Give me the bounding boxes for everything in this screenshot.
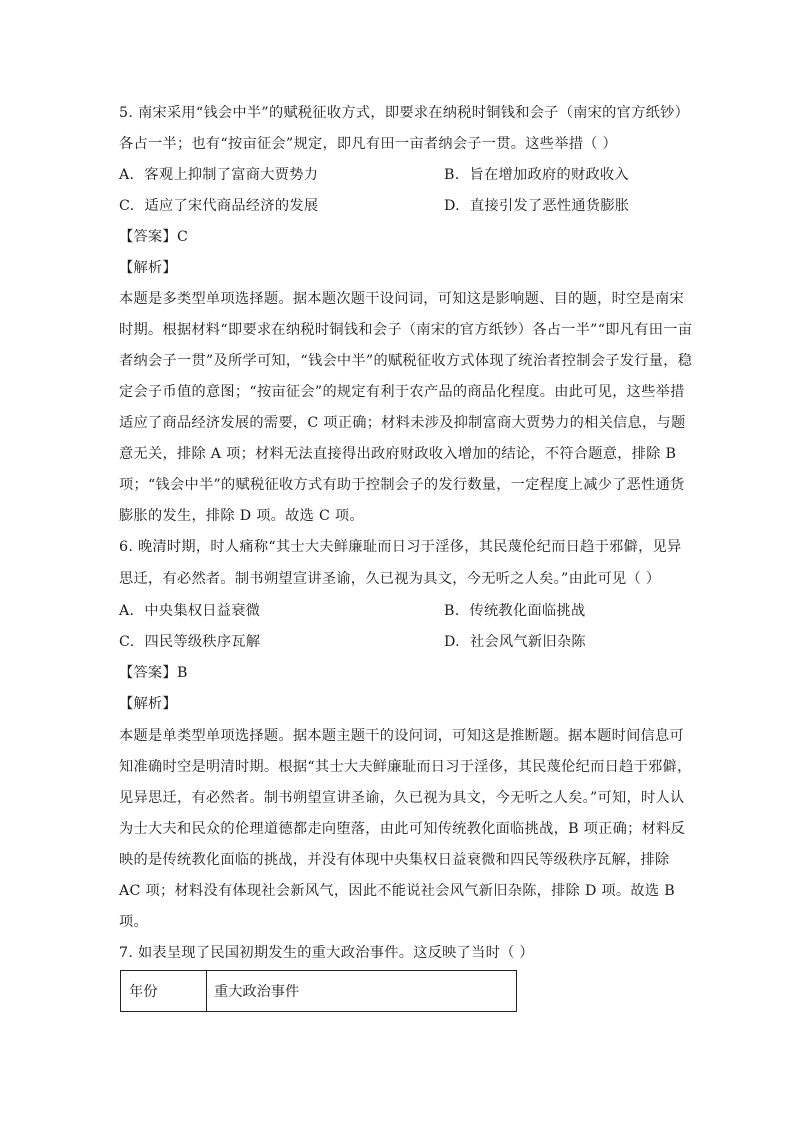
option-letter: B. (444, 603, 460, 619)
option-letter: A. (119, 167, 135, 183)
q5-analysis-line-8: 膨胀的发生，排除 D 项。故选 C 项。 (119, 508, 364, 524)
q5-analysis-line-2: 时期。根据材料“即要求在纳税时铜钱和会子（南宋的官方纸钞）各占一半”“即凡有田一亩 (119, 322, 693, 338)
q6-stem-line-1: 6. 晚清时期，时人痛称“其士大夫鲜廉耻而日习于淫侈，其民蔑伦纪而日趋于邪僻，见异 (119, 539, 682, 555)
q6-analysis-line-1: 本题是单类型单项选择题。据本题主题干的设问词，可知这是推断题。据本题时间信息可 (119, 728, 685, 744)
q6-analysis-line-7: 项。 (119, 914, 148, 930)
q5-analysis-line-7: 项；“钱会中半”的赋税征收方式有助于控制会子的发行数量，一定程度上减少了恶性通货 (119, 477, 685, 493)
q6-analysis-line-5: 映的是传统教化面临的挑战，并没有体现中央集权日益衰微和四民等级秩序瓦解，排除 (119, 852, 670, 868)
q6-analysis-line-3: 见异思迁，有必然者。制书朔望宣讲圣谕，久已视为具文，今无听之人矣。”可知，时人认 (119, 790, 685, 806)
q5-option-c (119, 196, 318, 216)
q5-answer: 【答案】C (119, 229, 189, 245)
q7-table (120, 970, 517, 1012)
option-text: 适应了宋代商品经济的发展 (144, 198, 319, 214)
option-letter: D. (444, 198, 460, 214)
option-letter: C. (119, 198, 135, 214)
q6-stem-line-2: 思迁，有必然者。制书朔望宣讲圣谕，久已视为具文，今无听之人矣。”由此可见（ ） (119, 571, 661, 587)
option-text: 社会风气新旧杂陈 (469, 634, 586, 650)
q5-stem-line-1: 5. 南宋采用“钱会中半”的赋税征收方式，即要求在纳税时铜钱和会子（南宋的官方纸钞） (119, 105, 690, 121)
q5-option-b (444, 165, 629, 185)
option-letter: C. (119, 634, 135, 650)
option-text: 四民等级秩序瓦解 (144, 634, 261, 650)
option-letter: A. (119, 603, 135, 619)
q6-answer: 【答案】B (119, 665, 188, 681)
option-text: 客观上抑制了富商大贾势力 (144, 167, 319, 183)
q6-analysis-line-6: AC 项；材料没有体现社会新风气，因此不能说社会风气新旧杂陈，排除 D 项。故选 B (119, 883, 675, 899)
q6-option-d (444, 632, 586, 652)
q5-analysis-line-3: 者纳会子一贯”及所学可知，“钱会中半”的赋税征收方式体现了统治者控制会子发行量，稳 (119, 353, 693, 369)
q6-analysis-line-4: 为士大夫和民众的伦理道德都走向堕落，由此可知传统教化面临挑战，B 项正确；材料反 (119, 821, 686, 837)
q5-stem-line-2: 各占一半；也有“按亩征会”规定，即凡有田一亩者纳会子一贯。这些举措（ ） (119, 136, 618, 152)
q5-analysis-line-6: 意无关，排除 A 项；材料无法直接得出政府财政收入增加的结论，不符合题意，排除 B (119, 446, 677, 462)
table-header-event: 重大政治事件 (214, 984, 300, 1000)
q6-analysis-label: 【解析】 (119, 696, 177, 712)
q6-option-a (119, 601, 260, 621)
q5-analysis-line-5: 适应了商品经济发展的需要，C 项正确；材料未涉及抑制富商大贾势力的相关信息，与题 (119, 415, 686, 431)
q5-analysis-label: 【解析】 (119, 260, 177, 276)
table-header-year: 年份 (129, 984, 158, 1000)
q6-analysis-line-2: 知准确时空是明清时期。根据“其士大夫鲜廉耻而日习于淫侈，其民蔑伦纪而日趋于邪僻， (119, 759, 692, 775)
option-text: 中央集权日益衰微 (144, 603, 261, 619)
q6-option-b (444, 601, 585, 621)
option-letter: B. (444, 167, 460, 183)
q6-option-c (119, 632, 260, 652)
option-text: 传统教化面临挑战 (469, 603, 586, 619)
q5-analysis-line-1: 本题是多类型单项选择题。据本题次题干设问词，可知这是影响题、目的题，时空是南宋 (119, 291, 685, 307)
q5-analysis-line-4: 定会子币值的意图；“按亩征会”的规定有利于农产品的商品化程度。由此可见，这些举措 (119, 384, 685, 400)
option-text: 直接引发了恶性通货膨胀 (469, 198, 630, 214)
option-text: 旨在增加政府的财政收入 (469, 167, 629, 183)
q5-option-a (119, 165, 318, 185)
table-column-divider (206, 971, 207, 1011)
option-letter: D. (444, 634, 460, 650)
q7-stem-line-1: 7. 如表呈现了民国初期发生的重大政治事件。这反映了当时（ ） (119, 945, 534, 961)
q5-option-d (444, 196, 629, 216)
